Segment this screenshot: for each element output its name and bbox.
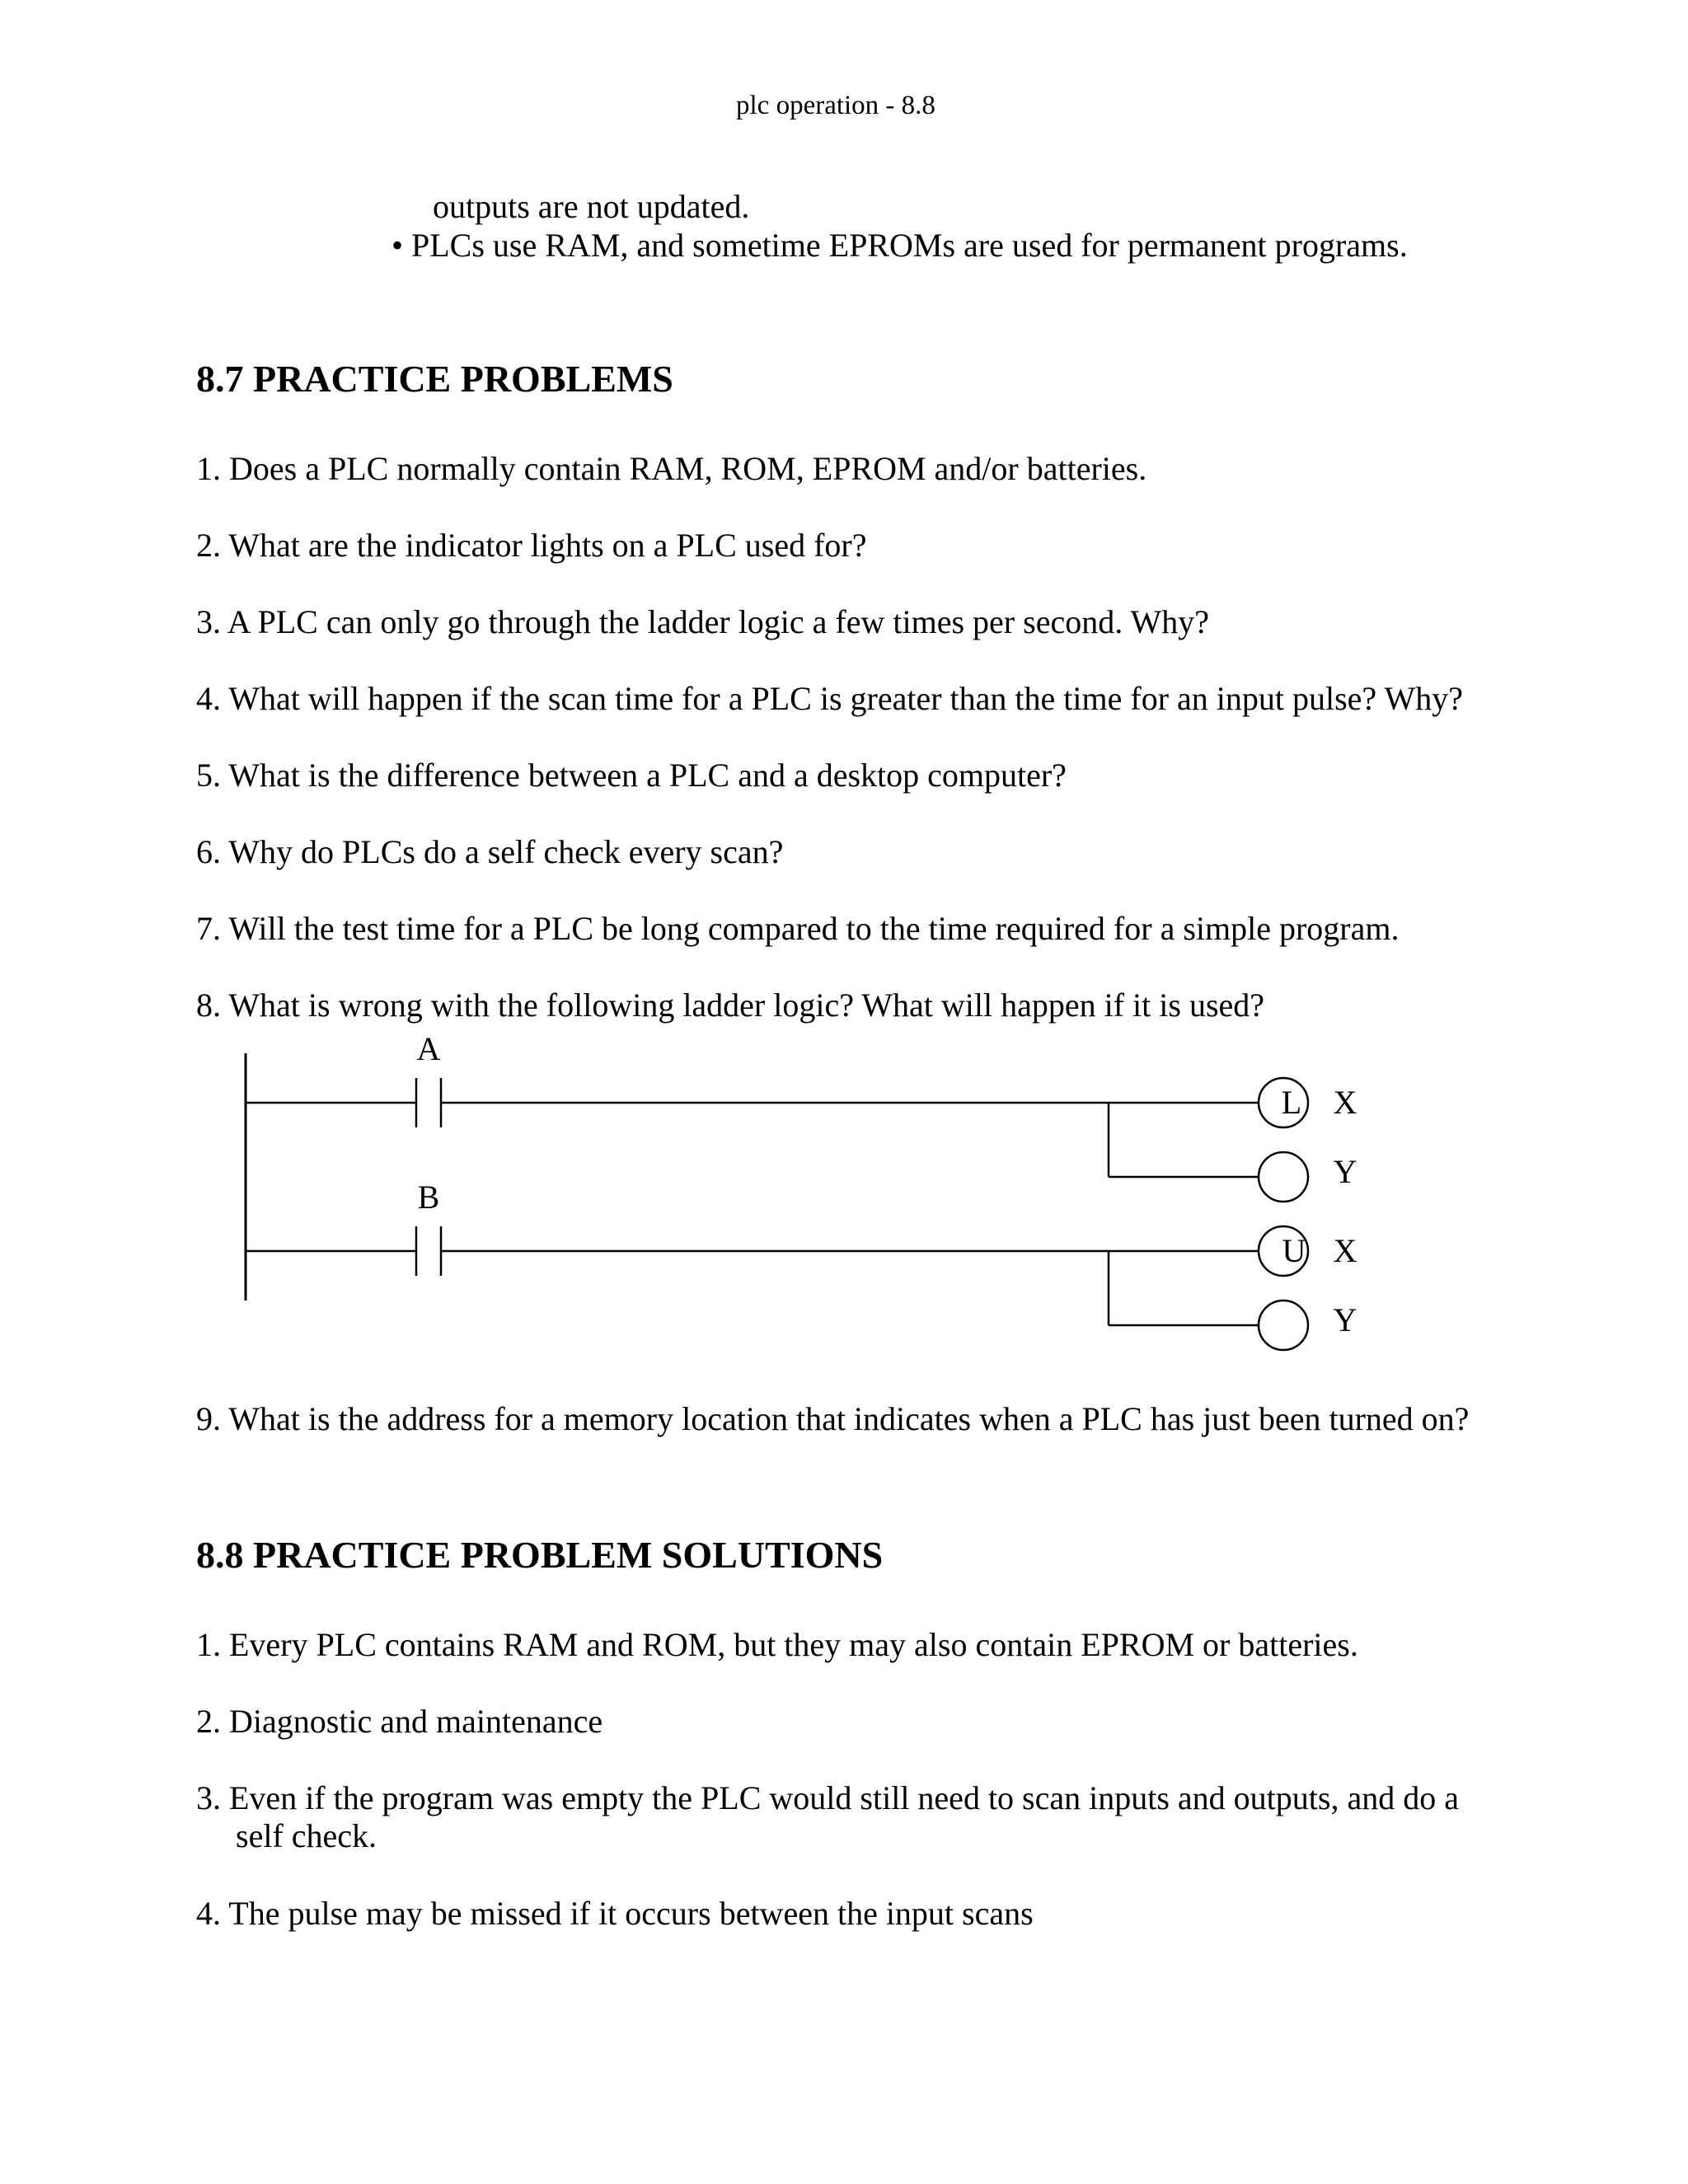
solution-4: 4. The pulse may be missed if it occurs between the input scans: [196, 1895, 1034, 1932]
coil-y-1-output-label: Y: [1333, 1153, 1357, 1190]
coil-unlatch-output-label: X: [1333, 1232, 1357, 1269]
coil-latch-x: [1259, 1078, 1308, 1127]
section-heading-solutions: 8.8 PRACTICE PROBLEM SOLUTIONS: [196, 1534, 884, 1576]
page-header: plc operation - 8.8: [736, 91, 935, 120]
coil-unlatch-x: [1259, 1226, 1308, 1276]
problem-9: 9. What is the address for a memory location that indicates when a PLC has just been turned on?: [196, 1400, 1470, 1437]
solution-1: 1. Every PLC contains RAM and ROM, but they may also contain EPROM or batteries.: [196, 1626, 1358, 1663]
problem-5: 5. What is the difference between a PLC and a desktop computer?: [196, 757, 1067, 794]
problem-8: 8. What is wrong with the following ladder logic? What will happen if it is used?: [196, 987, 1265, 1024]
intro-line: outputs are not updated.: [433, 188, 750, 225]
problem-1: 1. Does a PLC normally contain RAM, ROM, EPROM and/or batteries.: [196, 450, 1147, 487]
coil-y-1: [1259, 1152, 1308, 1202]
contact-a-label: A: [416, 1030, 441, 1067]
coil-latch-output-label: X: [1333, 1084, 1357, 1121]
problem-6: 6. Why do PLCs do a self check every scan?: [196, 833, 784, 870]
coil-y-2: [1259, 1301, 1308, 1350]
problem-2: 2. What are the indicator lights on a PLC used for?: [196, 527, 867, 564]
problem-4: 4. What will happen if the scan time for a PLC is greater than the time for an input pulse? Why?: [196, 680, 1463, 717]
solution-3: 3. Even if the program was empty the PLC would still need to scan inputs and outputs, and do a: [196, 1779, 1459, 1816]
problem-7: 7. Will the test time for a PLC be long compared to the time required for a simple program.: [196, 910, 1400, 947]
solution-2: 2. Diagnostic and maintenance: [196, 1703, 603, 1740]
coil-y-2-output-label: Y: [1333, 1301, 1357, 1338]
intro-bullet: • PLCs use RAM, and sometime EPROMs are used for permanent programs.: [392, 227, 1408, 264]
section-heading-practice-problems: 8.7 PRACTICE PROBLEMS: [196, 358, 673, 400]
solution-3-continued: self check.: [236, 1817, 377, 1854]
coil-unlatch-letter: U: [1282, 1232, 1306, 1269]
problem-3: 3. A PLC can only go through the ladder logic a few times per second. Why?: [196, 603, 1209, 640]
contact-b-label: B: [417, 1179, 440, 1216]
coil-latch-letter: L: [1281, 1084, 1302, 1121]
